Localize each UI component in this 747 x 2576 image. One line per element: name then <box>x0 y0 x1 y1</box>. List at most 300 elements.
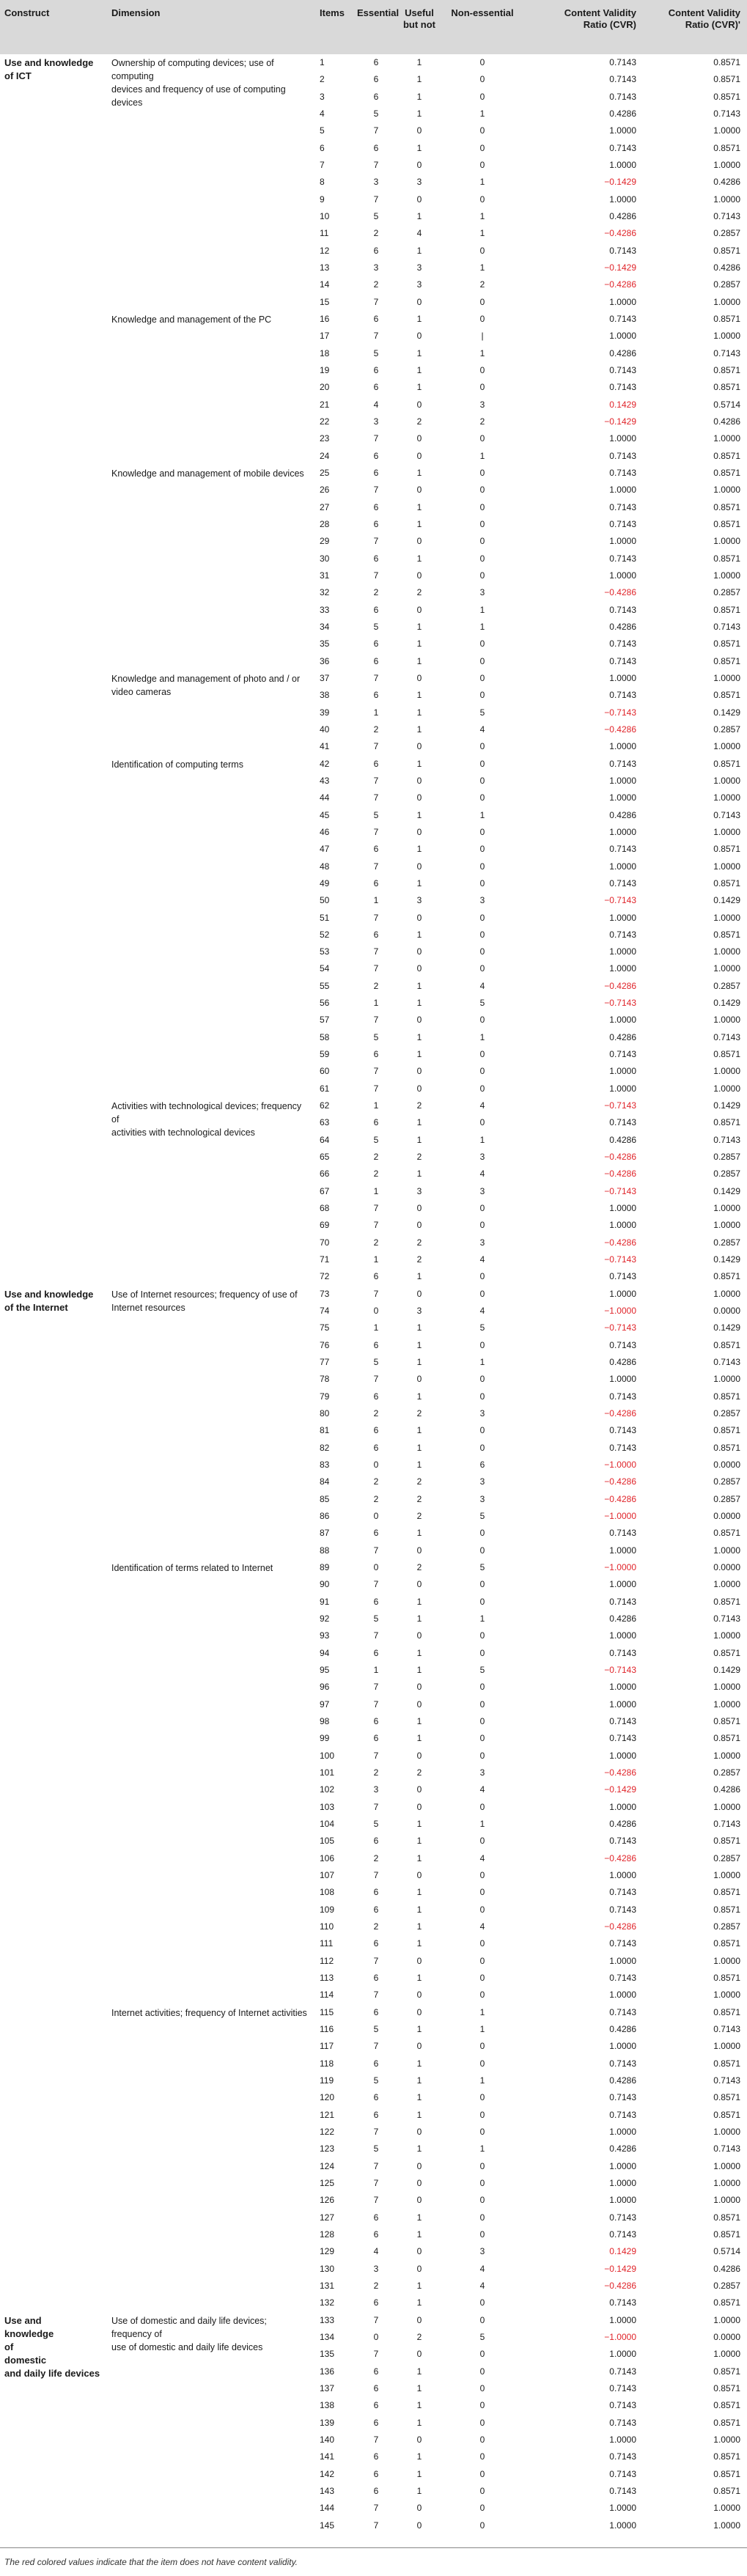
cvr-value: −0.4286 <box>604 1152 636 1163</box>
non-essential-count: 0 <box>479 364 485 375</box>
useful-count: 0 <box>416 2195 422 2206</box>
useful-count: 1 <box>416 2417 422 2428</box>
essential-count: 6 <box>373 501 379 512</box>
essential-count: 6 <box>373 91 379 102</box>
useful-count: 3 <box>416 177 422 188</box>
cvr-t-value: 1.0000 <box>713 2177 740 2188</box>
non-essential-count: 0 <box>479 159 485 170</box>
item-number: 138 <box>320 2400 335 2411</box>
cvr-t-value: 0.2857 <box>713 1767 740 1778</box>
essential-count: 6 <box>373 2297 379 2308</box>
item-number: 1 <box>320 57 325 67</box>
cvr-t-value: 0.8571 <box>713 1733 740 1744</box>
item-number: 143 <box>320 2485 335 2496</box>
item-number: 55 <box>320 980 330 991</box>
essential-count: 7 <box>373 912 379 923</box>
essential-count: 6 <box>373 1117 379 1128</box>
table-row <box>0 260 747 276</box>
item-number: 44 <box>320 792 330 803</box>
cvr-t-value: 0.8571 <box>713 1425 740 1436</box>
essential-count: 6 <box>373 2468 379 2479</box>
table-row <box>0 567 747 584</box>
useful-count: 0 <box>416 861 422 872</box>
essential-count: 6 <box>373 604 379 615</box>
cvr-value: −0.7143 <box>604 1185 636 1196</box>
table-row <box>0 2448 747 2465</box>
table-row <box>0 1799 747 1816</box>
essential-count: 5 <box>373 1134 379 1145</box>
cvr-value: 0.7143 <box>609 382 636 393</box>
non-essential-count: 0 <box>479 2434 485 2445</box>
item-number: 29 <box>320 536 330 547</box>
useful-count: 1 <box>416 518 422 529</box>
non-essential-count: 0 <box>479 2485 485 2496</box>
essential-count: 4 <box>373 2246 379 2257</box>
table-row <box>0 1713 747 1730</box>
non-essential-count: 1 <box>479 2075 485 2086</box>
cvr-t-value: 1.0000 <box>713 1288 740 1299</box>
essential-count: 7 <box>373 1288 379 1299</box>
item-number: 116 <box>320 2023 334 2034</box>
item-number: 37 <box>320 672 330 683</box>
cvr-t-value: 1.0000 <box>713 1750 740 1761</box>
table-row <box>0 2261 747 2278</box>
item-number: 70 <box>320 1237 330 1248</box>
useful-count: 4 <box>416 228 422 239</box>
cvr-t-value: 1.0000 <box>713 1869 740 1880</box>
table-row <box>0 1953 747 1970</box>
non-essential-count: 0 <box>479 1528 485 1539</box>
cvr-value: −0.4286 <box>604 587 636 598</box>
non-essential-count: 5 <box>479 1665 485 1676</box>
non-essential-count: 4 <box>479 1169 485 1180</box>
cvr-t-value: 1.0000 <box>713 536 740 547</box>
table-row <box>0 1217 747 1234</box>
dimension-label: Knowledge and management of the PC <box>111 314 272 325</box>
useful-count: 3 <box>416 279 422 290</box>
useful-count: 0 <box>416 2177 422 2188</box>
essential-count: 6 <box>373 690 379 701</box>
useful-count: 0 <box>416 570 422 581</box>
dimension-label: Knowledge and management of mobile devices <box>111 468 304 479</box>
table-row <box>0 2209 747 2226</box>
cvr-t-value: 0.8571 <box>713 57 740 67</box>
item-number: 28 <box>320 518 330 529</box>
cvr-value: 1.0000 <box>609 1682 636 1693</box>
table-row <box>0 1525 747 1542</box>
cvr-t-value: 0.5714 <box>713 399 740 410</box>
item-number: 95 <box>320 1665 330 1676</box>
non-essential-count: 0 <box>479 672 485 683</box>
essential-count: 2 <box>373 2280 379 2291</box>
non-essential-count: 0 <box>479 1938 485 1949</box>
non-essential-count: 0 <box>479 2109 485 2120</box>
essential-count: 7 <box>373 1374 379 1385</box>
cvr-value: 0.7143 <box>609 877 636 888</box>
cvr-t-value: 1.0000 <box>713 741 740 752</box>
item-number: 114 <box>320 1990 334 2001</box>
item-number: 5 <box>320 125 325 136</box>
non-essential-count: 0 <box>479 2366 485 2377</box>
useful-count: 1 <box>416 2075 422 2086</box>
non-essential-count: 1 <box>479 1031 485 1042</box>
table-row <box>0 1388 747 1405</box>
cvr-value: 0.7143 <box>609 1836 636 1847</box>
cvr-value: 0.7143 <box>609 2382 636 2393</box>
non-essential-count: 2 <box>479 416 485 427</box>
useful-count: 1 <box>416 2400 422 2411</box>
item-number: 39 <box>320 707 330 718</box>
cvr-value: 1.0000 <box>609 2041 636 2052</box>
useful-count: 1 <box>416 1938 422 1949</box>
non-essential-count: 0 <box>479 433 485 444</box>
cvr-value: 0.7143 <box>609 1528 636 1539</box>
item-number: 16 <box>320 313 330 324</box>
table-row <box>0 157 747 174</box>
cvr-t-value: 0.7143 <box>713 347 740 358</box>
cvr-t-value: 1.0000 <box>713 1203 740 1214</box>
cvr-value: 0.7143 <box>609 604 636 615</box>
table-row <box>0 2500 747 2517</box>
non-essential-count: 0 <box>479 1750 485 1761</box>
non-essential-count: 0 <box>479 2520 485 2531</box>
useful-count: 1 <box>416 1665 422 1676</box>
item-number: 120 <box>320 2092 335 2103</box>
essential-count: 7 <box>373 741 379 752</box>
cvr-t-value: 0.2857 <box>713 1852 740 1863</box>
essential-count: 7 <box>373 433 379 444</box>
useful-count: 1 <box>416 690 422 701</box>
cvr-value: 0.7143 <box>609 844 636 855</box>
useful-count: 0 <box>416 1699 422 1710</box>
cvr-value: 0.7143 <box>609 2485 636 2496</box>
cvr-value: 1.0000 <box>609 1288 636 1299</box>
useful-count: 0 <box>416 1682 422 1693</box>
non-essential-count: 0 <box>479 1733 485 1744</box>
cvr-value: −0.4286 <box>604 1408 636 1419</box>
essential-count: 7 <box>373 1801 379 1812</box>
useful-count: 1 <box>416 142 422 153</box>
item-number: 64 <box>320 1134 330 1145</box>
essential-count: 7 <box>373 2314 379 2325</box>
non-essential-count: 5 <box>479 998 485 1009</box>
cvr-value: 1.0000 <box>609 826 636 837</box>
table-row <box>0 2038 747 2055</box>
table-row <box>0 1833 747 1850</box>
table-row <box>0 1850 747 1867</box>
essential-count: 6 <box>373 1647 379 1658</box>
cvr-value: 0.7143 <box>609 758 636 769</box>
item-number: 43 <box>320 775 330 786</box>
useful-count: 1 <box>416 655 422 666</box>
cvr-value: 1.0000 <box>609 1955 636 1966</box>
table-bottom-rule <box>0 2547 747 2548</box>
non-essential-count: 3 <box>479 1767 485 1778</box>
item-number: 79 <box>320 1391 330 1402</box>
useful-count: 0 <box>416 296 422 307</box>
item-number: 10 <box>320 210 330 221</box>
cvr-t-value: 0.8571 <box>713 1391 740 1402</box>
non-essential-count: 0 <box>479 1887 485 1898</box>
cvr-value: 0.1429 <box>609 2246 636 2257</box>
cvr-t-value: 0.8571 <box>713 1716 740 1726</box>
cvr-value: 0.7143 <box>609 1904 636 1915</box>
cvr-t-value: 0.7143 <box>713 210 740 221</box>
table-row <box>0 1337 747 1354</box>
item-number: 100 <box>320 1750 335 1761</box>
table-row <box>0 1251 747 1268</box>
table-row <box>0 841 747 858</box>
useful-count: 3 <box>416 895 422 906</box>
essential-count: 6 <box>373 2382 379 2393</box>
non-essential-count: 3 <box>479 1476 485 1487</box>
header-construct: Construct <box>4 7 50 18</box>
useful-count: 1 <box>416 313 422 324</box>
essential-count: 6 <box>373 1425 379 1436</box>
useful-count: 1 <box>416 1271 422 1282</box>
cvr-value: 0.7143 <box>609 364 636 375</box>
non-essential-count: 0 <box>479 501 485 512</box>
cvr-t-value: 0.8571 <box>713 2109 740 2120</box>
non-essential-count: 0 <box>479 91 485 102</box>
item-number: 139 <box>320 2417 335 2428</box>
cvr-value: 0.4286 <box>609 1134 636 1145</box>
essential-count: 7 <box>373 1545 379 1556</box>
table-row <box>0 2141 747 2157</box>
non-essential-count: 0 <box>479 792 485 803</box>
cvr-t-value: 1.0000 <box>713 1374 740 1385</box>
table-row <box>0 2466 747 2483</box>
useful-count: 1 <box>416 1049 422 1060</box>
essential-count: 2 <box>373 1408 379 1419</box>
non-essential-count: 5 <box>479 707 485 718</box>
essential-count: 3 <box>373 2263 379 2274</box>
useful-count: 0 <box>416 912 422 923</box>
non-essential-count: 3 <box>479 895 485 906</box>
item-number: 104 <box>320 1818 335 1829</box>
cvr-value: 0.4286 <box>609 210 636 221</box>
table-row <box>0 960 747 977</box>
cvr-value: 1.0000 <box>609 741 636 752</box>
non-essential-count: 0 <box>479 1955 485 1966</box>
cvr-t-value: 0.0000 <box>713 1511 740 1522</box>
table-row <box>0 140 747 157</box>
non-essential-count: 3 <box>479 399 485 410</box>
cvr-value: 1.0000 <box>609 1801 636 1812</box>
cvr-t-value: 0.8571 <box>713 877 740 888</box>
useful-count: 0 <box>416 672 422 683</box>
cvr-value: 0.7143 <box>609 501 636 512</box>
essential-count: 1 <box>373 1254 379 1265</box>
item-number: 89 <box>320 1562 330 1573</box>
cvr-t-value: 1.0000 <box>713 2160 740 2171</box>
essential-count: 6 <box>373 1733 379 1744</box>
cvr-t-value: 0.2857 <box>713 1493 740 1504</box>
useful-count: 0 <box>416 963 422 974</box>
useful-count: 2 <box>416 587 422 598</box>
table-row <box>0 1149 747 1166</box>
essential-count: 5 <box>373 210 379 221</box>
essential-count: 2 <box>373 1852 379 1863</box>
item-number: 94 <box>320 1647 330 1658</box>
useful-count: 0 <box>416 1801 422 1812</box>
item-number: 98 <box>320 1716 330 1726</box>
cvr-value: 1.0000 <box>609 331 636 342</box>
essential-count: 2 <box>373 1921 379 1932</box>
non-essential-count: 0 <box>479 2058 485 2069</box>
essential-count: 2 <box>373 1152 379 1163</box>
table-row <box>0 1234 747 1251</box>
useful-count: 1 <box>416 1169 422 1180</box>
table-row <box>0 2056 747 2072</box>
cvr-value: 0.4286 <box>609 2075 636 2086</box>
item-number: 14 <box>320 279 330 290</box>
table-row <box>0 499 747 516</box>
essential-count: 7 <box>373 946 379 957</box>
essential-count: 7 <box>373 2177 379 2188</box>
cvr-t-value: 0.8571 <box>713 467 740 478</box>
cvr-value: 0.4286 <box>609 1818 636 1829</box>
cvr-value: 0.4286 <box>609 2023 636 2034</box>
header-items: Items <box>320 7 345 18</box>
cvr-t-value: 0.8571 <box>713 1938 740 1949</box>
table-footnote: The red colored values indicate that the item does not have content validity. <box>4 2557 298 2567</box>
table-row <box>0 721 747 738</box>
table-row <box>0 636 747 652</box>
useful-count: 1 <box>416 2382 422 2393</box>
useful-count: 1 <box>416 1613 422 1624</box>
cvr-t-value: 1.0000 <box>713 946 740 957</box>
cvr-value: −0.7143 <box>604 1254 636 1265</box>
table-row <box>0 174 747 191</box>
cvr-t-value: 1.0000 <box>713 485 740 496</box>
item-number: 22 <box>320 416 330 427</box>
item-number: 101 <box>320 1767 335 1778</box>
essential-count: 2 <box>373 1767 379 1778</box>
useful-count: 1 <box>416 91 422 102</box>
cvr-value: 0.4286 <box>609 621 636 632</box>
item-number: 133 <box>320 2314 335 2325</box>
cvr-value: 0.7143 <box>609 467 636 478</box>
cvr-t-value: 0.2857 <box>713 1476 740 1487</box>
cvr-value: 1.0000 <box>609 2349 636 2360</box>
item-number: 26 <box>320 485 330 496</box>
useful-count: 0 <box>416 2503 422 2514</box>
cvr-value: −0.4286 <box>604 1476 636 1487</box>
essential-count: 5 <box>373 2075 379 2086</box>
non-essential-count: 4 <box>479 1852 485 1863</box>
non-essential-count: 6 <box>479 1460 485 1471</box>
cvr-t-value: 0.8571 <box>713 2382 740 2393</box>
essential-count: 6 <box>373 1938 379 1949</box>
useful-count: 1 <box>416 108 422 119</box>
table-row <box>0 584 747 601</box>
essential-count: 2 <box>373 980 379 991</box>
essential-count: 7 <box>373 1955 379 1966</box>
cvr-value: 0.7143 <box>609 1339 636 1350</box>
cvr-value: 0.7143 <box>609 655 636 666</box>
non-essential-count: 0 <box>479 741 485 752</box>
essential-count: 6 <box>373 2058 379 2069</box>
cvr-value: 1.0000 <box>609 159 636 170</box>
useful-count: 0 <box>416 125 422 136</box>
useful-count: 1 <box>416 2280 422 2291</box>
cvr-value: −1.0000 <box>604 2331 636 2342</box>
cvr-t-value: 0.5714 <box>713 2246 740 2257</box>
essential-count: 6 <box>373 2451 379 2462</box>
useful-count: 1 <box>416 2451 422 2462</box>
non-essential-count: 0 <box>479 1117 485 1128</box>
item-number: 20 <box>320 382 330 393</box>
table-row <box>0 2107 747 2124</box>
cvr-t-value: 0.8571 <box>713 2229 740 2240</box>
table-row <box>0 1611 747 1627</box>
item-number: 52 <box>320 929 330 940</box>
cvr-value: −0.7143 <box>604 998 636 1009</box>
cvr-t-value: 1.0000 <box>713 1083 740 1094</box>
cvr-t-value: 0.8571 <box>713 690 740 701</box>
cvr-t-value: 1.0000 <box>713 2520 740 2531</box>
table-row <box>0 653 747 670</box>
useful-count: 1 <box>416 621 422 632</box>
cvr-value: 0.7143 <box>609 2451 636 2462</box>
non-essential-count: 0 <box>479 1220 485 1231</box>
cvr-t-value: 0.8571 <box>713 1836 740 1847</box>
item-number: 80 <box>320 1408 330 1419</box>
cvr-t-value: 0.2857 <box>713 724 740 735</box>
essential-count: 7 <box>373 159 379 170</box>
cvr-value: 0.7143 <box>609 2109 636 2120</box>
cvr-t-value: 0.8571 <box>713 91 740 102</box>
table-row <box>0 328 747 345</box>
useful-count: 1 <box>416 1339 422 1350</box>
table-header <box>0 0 747 54</box>
table-row <box>0 1918 747 1935</box>
table-row <box>0 704 747 721</box>
non-essential-count: 4 <box>479 724 485 735</box>
item-number: 41 <box>320 741 330 752</box>
essential-count: 5 <box>373 2023 379 2034</box>
cvr-t-value: 1.0000 <box>713 2126 740 2137</box>
item-number: 102 <box>320 1784 335 1795</box>
cvr-t-value: 0.2857 <box>713 2280 740 2291</box>
useful-count: 1 <box>416 382 422 393</box>
item-number: 81 <box>320 1425 330 1436</box>
non-essential-count: 0 <box>479 1288 485 1299</box>
cvr-value: 1.0000 <box>609 946 636 957</box>
non-essential-count: 0 <box>479 1904 485 1915</box>
cvr-t-value: 0.4286 <box>713 262 740 273</box>
non-essential-count: 0 <box>479 1836 485 1847</box>
useful-count: 0 <box>416 1750 422 1761</box>
item-number: 8 <box>320 177 325 188</box>
cvr-value: 1.0000 <box>609 570 636 581</box>
cvr-t-value: 1.0000 <box>713 912 740 923</box>
non-essential-count: 4 <box>479 980 485 991</box>
table-row <box>0 995 747 1012</box>
cvr-value: 0.7143 <box>609 313 636 324</box>
item-number: 73 <box>320 1288 330 1299</box>
cvr-t-value: 0.8571 <box>713 364 740 375</box>
dimension-label: Activities with technological devices; frequency of activities with technological devices <box>111 1101 302 1138</box>
non-essential-count: 1 <box>479 2023 485 2034</box>
cvr-t-value: 0.8571 <box>713 2212 740 2223</box>
cvr-t-value: 0.7143 <box>713 1818 740 1829</box>
table-row <box>0 1268 747 1285</box>
table-row <box>0 1679 747 1696</box>
essential-count: 6 <box>373 1049 379 1060</box>
cvr-value: 0.7143 <box>609 1391 636 1402</box>
